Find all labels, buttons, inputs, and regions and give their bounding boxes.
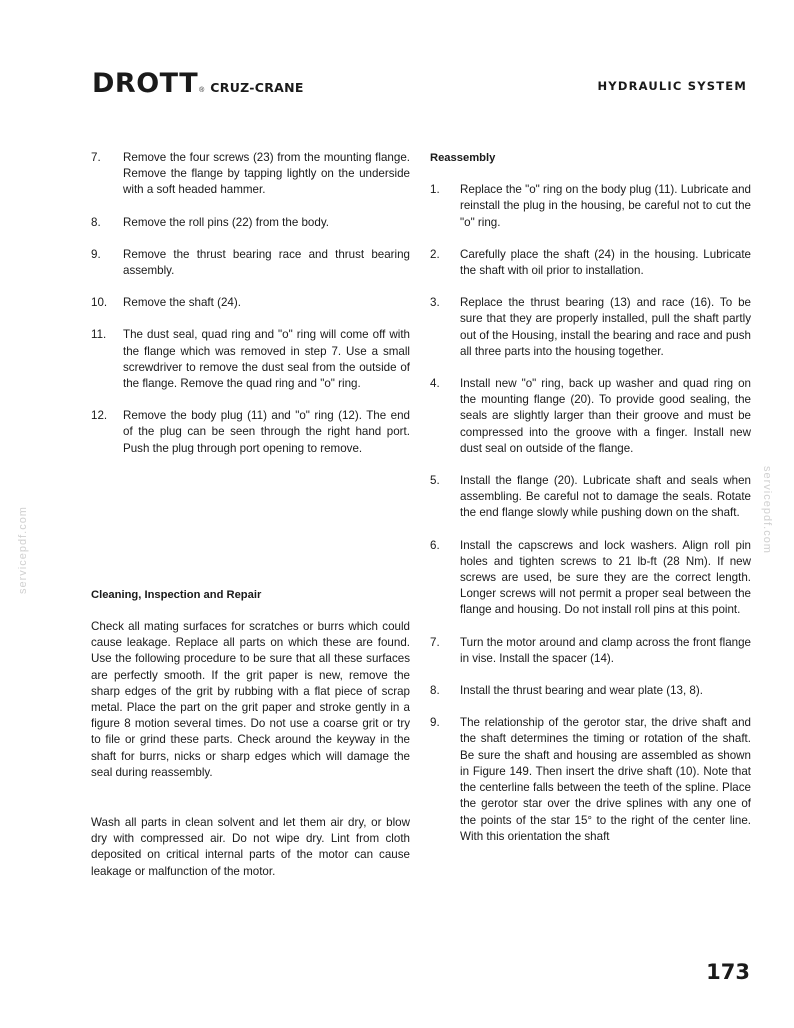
step-text: Install the thrust bearing and wear plate (13, 8).	[460, 684, 703, 698]
cleaning-paragraph-1: Check all mating surfaces for scratches or burrs which could cause leakage. Replace all parts on which these are found. Use the following procedure to be sure that all these surfaces are perfectly smooth. If the grit paper is new, remove the sharp edges of the grit by rubbing with a flat piece of scrap metal. Place the part on the grit paper and stroke gently in a figure 8 motion several times. Do not use a coarse grit or try to file or grind these parts. Check around the keyway in the shaft for burrs, nicks or sharp edges which will damage the seal during reassembly.	[91, 620, 410, 779]
reassembly-step-7	[430, 635, 751, 667]
page-number: 173	[706, 960, 750, 984]
step-number: 12.	[91, 409, 108, 423]
reassembly-step-9	[430, 715, 751, 845]
reassembly-step-4	[430, 376, 751, 457]
step-text: Remove the body plug (11) and "o" ring (12). The end of the plug can be seen through the right hand port. Push the plug through port opening to remove.	[123, 409, 410, 455]
left-column	[91, 150, 410, 880]
registered-mark: ®	[199, 87, 205, 94]
reassembly-step-6	[430, 538, 751, 619]
reassembly-heading: Reassembly	[430, 152, 496, 164]
reassembly-step-2	[430, 247, 751, 279]
reassembly-step-5	[430, 473, 751, 522]
step-10	[91, 295, 410, 311]
watermark-left: servicepdf.com	[17, 506, 29, 594]
step-number: 2.	[430, 247, 440, 261]
step-text: Replace the "o" ring on the body plug (11). Lubricate and reinstall the plug in the housing, be careful not to cut the "o" ring.	[460, 183, 751, 229]
step-number: 5.	[430, 474, 440, 488]
step-number: 7.	[91, 151, 101, 164]
reassembly-step-1	[430, 182, 751, 231]
section-title: HYDRAULIC SYSTEM	[597, 79, 747, 93]
step-7	[91, 150, 410, 199]
step-text: Remove the roll pins (22) from the body.	[123, 215, 329, 229]
brand-logo	[92, 68, 304, 99]
step-text: Install the flange (20). Lubricate shaft and seals when assembling. Be careful not to damage the seals. Rotate the end flange slowly while pushing down on the shaft.	[460, 474, 751, 520]
step-9	[91, 247, 410, 279]
step-number: 6.	[430, 538, 440, 552]
step-number: 8.	[91, 215, 101, 229]
reassembly-step-3	[430, 295, 751, 360]
step-12	[91, 408, 410, 457]
step-number: 11.	[91, 328, 107, 342]
step-text: The dust seal, quad ring and "o" ring will come off with the flange which was removed in step 7. Use a small screwdriver to remove the dust seal from the outside of the flange. Remove the quad ring and "o" ring.	[123, 328, 410, 391]
step-text: Turn the motor around and clamp across the front flange in vise. Install the spacer (14).	[460, 635, 751, 665]
step-text: Remove the shaft (24).	[123, 296, 241, 310]
right-column	[430, 150, 751, 861]
step-number: 1.	[430, 183, 440, 197]
step-text: Remove the thrust bearing race and thrust bearing assembly.	[123, 247, 410, 278]
step-number: 3.	[430, 296, 440, 310]
step-number: 9.	[430, 716, 440, 730]
step-text: Install the capscrews and lock washers. Align roll pin holes and tighten screws to 21 lb-ft (28 Nm). If new screws are used, be sure they are the correct length. Longer screws will not permit a proper seal between the flange and housing. Do not install roll pins at this point.	[460, 538, 751, 617]
step-text: Remove the four screws (23) from the mounting flange. Remove the flange by tapping lightly on the underside with a soft headed hammer.	[123, 151, 410, 197]
step-number: 10.	[91, 296, 108, 310]
step-text: The relationship of the gerotor star, the drive shaft and the shaft determines the timing or rotation of the shaft. Be sure the shaft and housing are assembled as shown in Figure 149. Then insert the drive shaft (10). Note that the centerline falls between the teeth of the spline. Place the gerotor star over the drive splines with any one of the points of the star 15° to the right of the center line. With this orientation the shaft	[460, 716, 751, 843]
step-number: 9.	[91, 247, 101, 261]
step-text: Install new "o" ring, back up washer and quad ring on the mounting flange (20). To provide good sealing, the seals are slightly larger than their groove and must be compressed into the groove with a finger. Install new dust seal on outside of the flange.	[460, 377, 751, 455]
page-header	[0, 62, 794, 102]
step-8	[91, 215, 410, 231]
step-number: 4.	[430, 377, 440, 391]
step-number: 7.	[430, 635, 440, 649]
watermark-right: servicepdf.com	[761, 466, 773, 554]
cleaning-heading: Cleaning, Inspection and Repair	[91, 588, 262, 601]
brand-name: DROTT	[92, 68, 199, 99]
step-text: Carefully place the shaft (24) in the housing. Lubricate the shaft with oil prior to installation.	[460, 247, 751, 278]
reassembly-step-8	[430, 683, 751, 699]
step-text: Replace the thrust bearing (13) and race (16). To be sure that they are properly installed, pull the shaft partly out of the Housing, install the bearing and race and push all three parts into the housing together.	[460, 296, 751, 358]
cleaning-paragraph-2: Wash all parts in clean solvent and let them air dry, or blow dry with compressed air. Do not wipe dry. Lint from cloth deposited on critical internal parts of the motor can cause leakage or malfunction of the motor.	[91, 816, 410, 878]
step-11	[91, 327, 410, 392]
step-number: 8.	[430, 684, 440, 698]
model-name: CRUZ-CRANE	[210, 80, 304, 95]
